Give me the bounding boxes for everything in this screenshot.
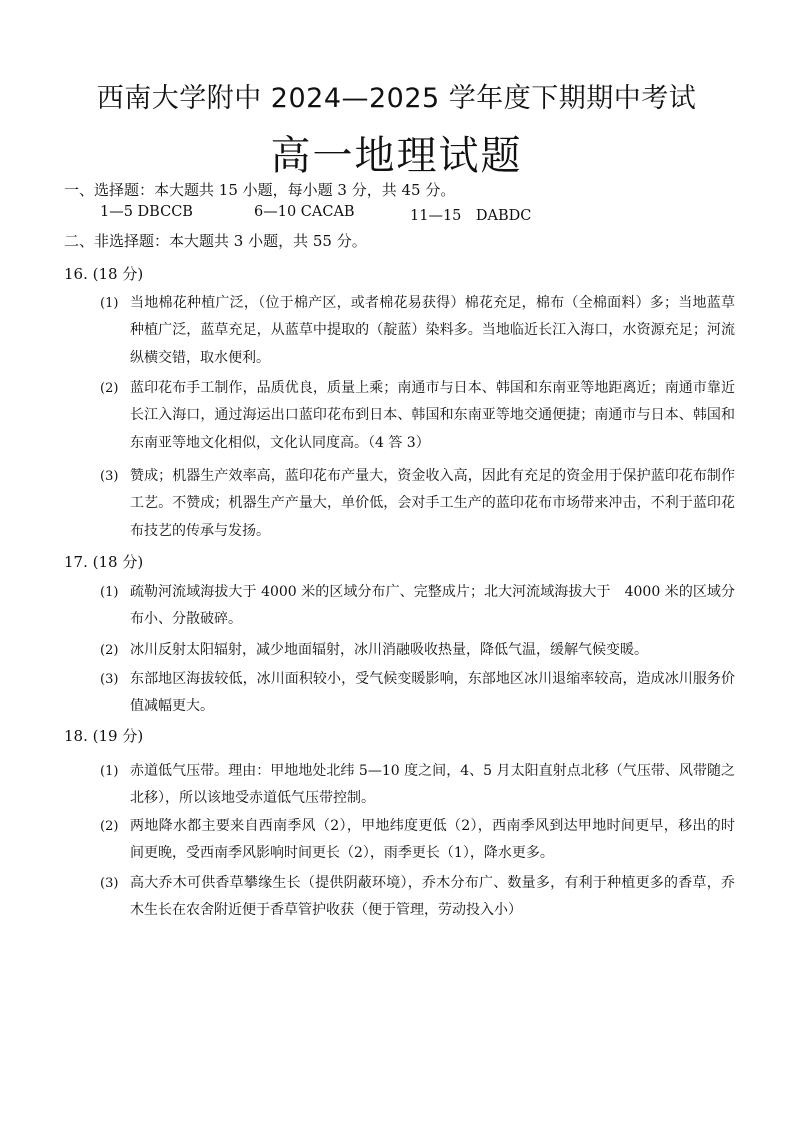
answer-text: 冰川反射太阳辐射，减少地面辐射，冰川消融吸收热量，降低气温，缓解气候变暖。 [130, 642, 648, 658]
part-number: (2) [100, 381, 119, 396]
answer-text: 当地棉花种植广泛，（位于棉产区，或者棉花易获得）棉花充足，棉布（全棉面料）多；当地蓝草种植广泛，蓝草充足，从蓝草中提取的（靛蓝）染料多。当地临近长江入海口，水资源充足；河流纵横交错，取水便利。 [130, 295, 735, 366]
question-18-part-1 [100, 758, 735, 813]
question-17-part-3 [100, 666, 735, 721]
school-exam-title: 西南大学附中 2024—2025 学年度下期期中考试 [96, 83, 697, 114]
part-number: (1) [100, 296, 119, 311]
answer-text: 蓝印花布手工制作，品质优良，质量上乘；南通市与日本、韩国和东南亚等地距离近；南通市靠近长江入海口，通过海运出口蓝印花布到日本、韩国和东南亚等地交通便捷；南通市与日本、韩国和东南亚等地文化相似，文化认同度高。（4 答 3） [130, 380, 735, 451]
part-number: (3) [100, 469, 119, 484]
part-number: (3) [100, 672, 119, 687]
question-16-part-1 [100, 290, 735, 372]
question-17-part-2 [100, 637, 735, 664]
question-16-part-2 [100, 375, 735, 457]
answer-text: 赤道低气压带。理由：甲地地处北纬 5—10 度之间，4、5 月太阳直射点北移（气压带、风带随之北移），所以该地受赤道低气压带控制。 [130, 763, 735, 807]
mcq-answer-row [100, 204, 570, 224]
question-18-part-2 [100, 813, 735, 868]
answer-text: 东部地区海拔较低，冰川面积较小，受气候变暖影响，东部地区冰川退缩率较高，造成冰川服务价值减幅更大。 [130, 671, 735, 715]
question-18-label: 18. (19 分) [64, 727, 144, 745]
answer-text: 两地降水都主要来自西南季风（2），甲地纬度更低（2），西南季风到达甲地时间更早，移出的时间更晚，受西南季风影响时间更长（2），雨季更长（1），降水更多。 [130, 818, 735, 862]
answer-text: 高大乔木可供香草攀缘生长（提供阴蔽环境），乔木分布广、数量多，有利于种植更多的香草，乔木生长在农舍附近便于香草管护收获（便于管理，劳动投入小） [130, 875, 735, 919]
part-number: (3) [100, 876, 119, 891]
mcq-answers-11-15: 11—15 DABDC [410, 208, 532, 224]
question-16-part-3 [100, 463, 735, 545]
part-number: (1) [100, 585, 119, 600]
question-17-part-1 [100, 579, 735, 634]
part-number: (1) [100, 764, 119, 779]
exam-subject-title: 高一地理试题 [270, 133, 523, 179]
question-18-part-3 [100, 870, 735, 925]
part-number: (2) [100, 819, 119, 834]
section-2-heading: 二、非选择题：本大题共 3 小题，共 55 分。 [64, 232, 367, 250]
mcq-answers-1-5: 1—5 DBCCB [100, 204, 193, 220]
answer-text: 疏勒河流域海拔大于 4000 米的区域分布广、完整成片；北大河流域海拔大于 4000 米的区域分布小、分散破碎。 [130, 584, 735, 628]
section-1-heading: 一、选择题：本大题共 15 小题，每小题 3 分，共 45 分。 [64, 181, 456, 199]
question-16-label: 16. (18 分) [64, 265, 144, 283]
answer-text: 赞成；机器生产效率高，蓝印花布产量大，资金收入高，因此有充足的资金用于保护蓝印花布制作工艺。不赞成；机器生产产量大，单价低，会对手工生产的蓝印花布市场带来冲击，不利于蓝印花布技艺的传承与发扬。 [130, 468, 735, 539]
mcq-answers-6-10: 6—10 CACAB [254, 204, 355, 220]
question-17-label: 17. (18 分) [64, 553, 144, 571]
part-number: (2) [100, 643, 119, 658]
